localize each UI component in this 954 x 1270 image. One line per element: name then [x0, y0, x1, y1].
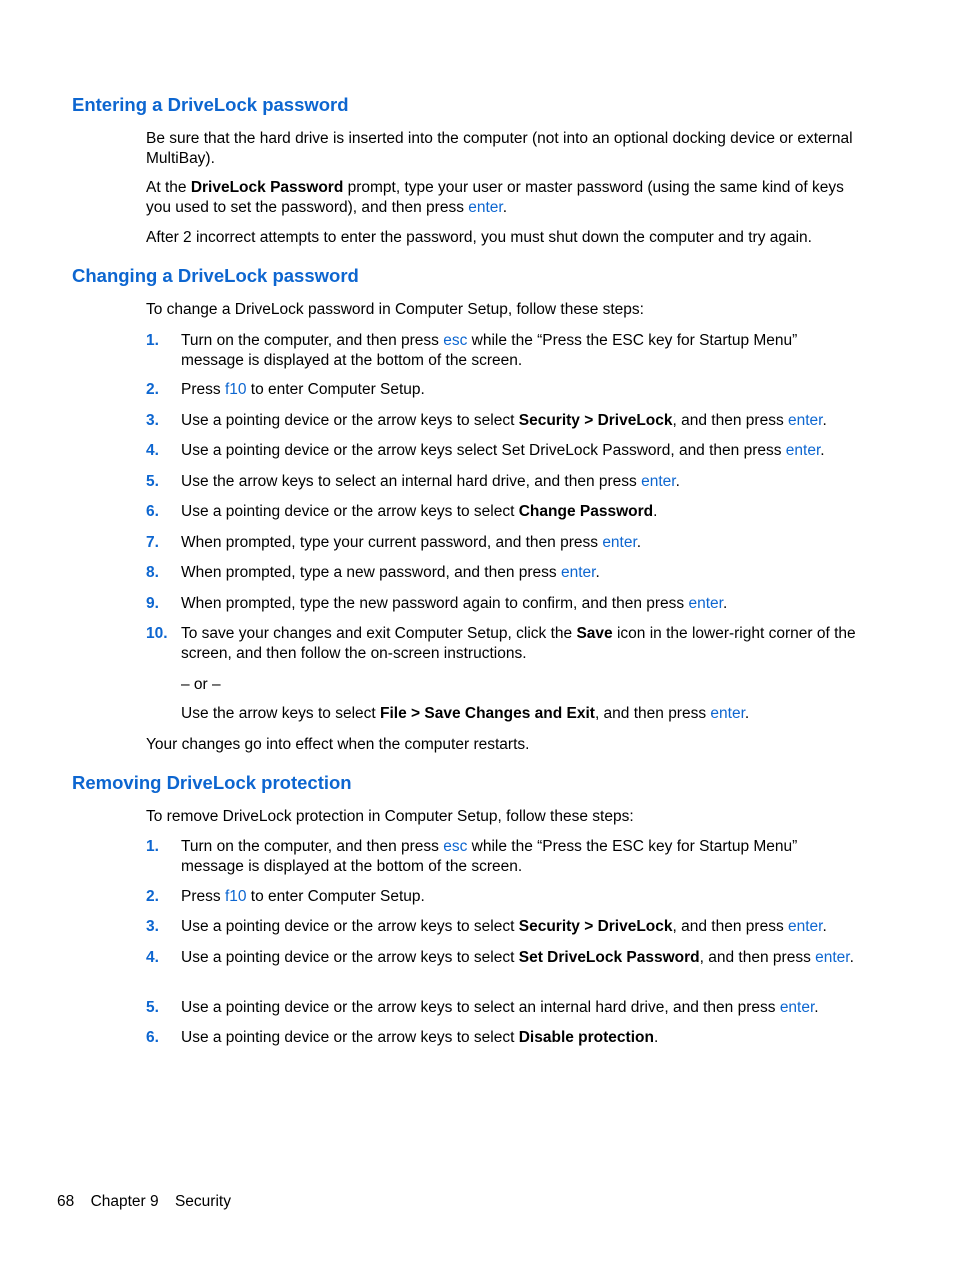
- text: to enter Computer Setup.: [246, 381, 425, 398]
- step-number: 6.: [146, 1029, 159, 1046]
- step-text: [181, 624, 856, 663]
- text: When prompted, type the new password again to confirm, and then press: [181, 595, 689, 612]
- text: Use a pointing device or the arrow keys to select: [181, 918, 519, 935]
- step-number: 2.: [146, 381, 159, 398]
- key-enter: enter: [641, 473, 676, 490]
- key-enter: enter: [779, 999, 815, 1016]
- paragraph-remove-intro: To remove DriveLock protection in Computer Setup, follow these steps:: [146, 808, 634, 825]
- step-text: [181, 1028, 856, 1048]
- paragraph-incorrect-attempts: After 2 incorrect attempts to enter the password, you must shut down the computer and try again.: [146, 229, 812, 246]
- paragraph-changes-effect: Your changes go into effect when the computer restarts.: [146, 736, 530, 753]
- step-number: 4.: [146, 442, 159, 459]
- bold-term: DriveLock Password: [190, 179, 344, 196]
- key-enter: enter: [560, 564, 596, 581]
- step-text: [181, 533, 856, 553]
- text: while the “Press the ESC key for Startup Menu” message is displayed at the bottom of the screen.: [181, 838, 798, 875]
- text: .: [820, 442, 825, 459]
- text: To save your changes and exit Computer Setup, click the: [181, 625, 577, 642]
- step-text: [181, 998, 856, 1018]
- text: .: [653, 503, 658, 520]
- step-text: [181, 502, 856, 522]
- text: , and then press: [672, 412, 788, 429]
- key-enter: enter: [785, 442, 821, 459]
- bold-term: Security > DriveLock: [518, 918, 673, 935]
- step-text: [181, 411, 856, 431]
- step-text: [181, 887, 856, 907]
- text: .: [636, 534, 642, 551]
- step-text: [181, 837, 856, 876]
- step-text: [181, 441, 856, 461]
- paragraph-change-intro: To change a DriveLock password in Computer Setup, follow these steps:: [146, 301, 644, 318]
- text: Press: [181, 888, 225, 905]
- key-enter: enter: [788, 412, 823, 429]
- section-label: Security: [174, 1193, 231, 1210]
- text: , and then press: [699, 949, 816, 966]
- step-text: [181, 563, 856, 583]
- key-enter: enter: [602, 534, 637, 551]
- paragraph-insert-drive: Be sure that the hard drive is inserted into the computer (not into an optional docking device or external MultiBay).: [146, 130, 853, 167]
- text: icon in the lower-right corner of the screen, and then follow the on-screen instructions.: [181, 625, 856, 662]
- text: Use a pointing device or the arrow keys to select: [181, 949, 519, 966]
- key-enter: enter: [788, 918, 823, 935]
- text: When prompted, type your current password, and then press: [181, 534, 603, 551]
- bold-term: Change Password: [518, 503, 654, 520]
- step-text: [181, 948, 856, 968]
- step-number: 3.: [146, 918, 159, 935]
- text: Use a pointing device or the arrow keys to select an internal hard drive, and then press: [181, 999, 780, 1016]
- text: while the “Press the ESC key for Startup Menu” message is displayed at the bottom of the screen.: [181, 332, 798, 369]
- text: Use a pointing device or the arrow keys select Set DriveLock Password, and then press: [181, 442, 786, 459]
- text: Turn on the computer, and then press: [181, 332, 444, 349]
- bold-term: Disable protection: [518, 1029, 654, 1046]
- text: Use the arrow keys to select an internal hard drive, and then press: [181, 473, 642, 490]
- key-f10: f10: [224, 888, 247, 905]
- bold-term: File > Save Changes and Exit: [380, 705, 595, 722]
- step-number: 4.: [146, 949, 159, 966]
- step-number: 5.: [146, 473, 159, 490]
- text: .: [822, 918, 827, 935]
- step-text: [181, 917, 856, 937]
- text: .: [744, 705, 750, 722]
- text: Press: [181, 381, 225, 398]
- step-number: 6.: [146, 503, 159, 520]
- step-number: 8.: [146, 564, 159, 581]
- text: .: [502, 198, 508, 216]
- step-number: 3.: [146, 412, 159, 429]
- key-enter: enter: [468, 198, 503, 216]
- key-f10: f10: [224, 381, 247, 398]
- step-number: 1.: [146, 838, 159, 855]
- text: .: [653, 1029, 659, 1046]
- or-separator: – or –: [181, 676, 221, 693]
- text: Use a pointing device or the arrow keys to select: [181, 412, 519, 429]
- key-enter: enter: [688, 595, 723, 612]
- step-number: 9.: [146, 595, 159, 612]
- text: to enter Computer Setup.: [246, 888, 425, 905]
- page-number: 68: [57, 1193, 75, 1210]
- text: .: [722, 595, 728, 612]
- step-text: [181, 472, 856, 492]
- bold-term: Set DriveLock Password: [518, 949, 700, 966]
- text: Turn on the computer, and then press: [181, 838, 444, 855]
- bold-term: Security > DriveLock: [518, 412, 673, 429]
- key-esc: esc: [443, 838, 468, 855]
- bold-term: Save: [576, 625, 613, 642]
- text: .: [675, 473, 680, 490]
- page-footer: [57, 1192, 243, 1212]
- step-number: 5.: [146, 999, 159, 1016]
- step-number: 1.: [146, 332, 159, 349]
- text: , and then press: [594, 705, 711, 722]
- text: Use a pointing device or the arrow keys to select: [181, 503, 519, 520]
- key-enter: enter: [710, 705, 745, 722]
- step-number: 7.: [146, 534, 159, 551]
- text: .: [849, 949, 854, 966]
- heading-entering-drivelock: Entering a DriveLock password: [72, 94, 349, 115]
- step-number: 10.: [146, 625, 168, 642]
- key-enter: enter: [815, 949, 850, 966]
- text: At the: [146, 179, 191, 196]
- text: Use the arrow keys to select: [181, 705, 380, 722]
- step-number: 2.: [146, 888, 159, 905]
- alternative-step: [181, 704, 856, 724]
- text: .: [595, 564, 600, 581]
- text: When prompted, type a new password, and then press: [181, 564, 561, 581]
- text: prompt, type your user or master password (using the same kind of keys you used to set the password), and then press: [146, 179, 844, 216]
- step-text: [181, 380, 856, 400]
- step-text: [181, 594, 856, 614]
- heading-removing-drivelock: Removing DriveLock protection: [72, 772, 352, 793]
- step-text: [181, 331, 856, 370]
- text: , and then press: [672, 918, 788, 935]
- chapter-label: Chapter 9: [90, 1193, 159, 1210]
- text: Use a pointing device or the arrow keys to select: [181, 1029, 519, 1046]
- text: .: [822, 412, 827, 429]
- text: .: [814, 999, 819, 1016]
- paragraph-drivelock-prompt: [146, 178, 856, 217]
- heading-changing-drivelock: Changing a DriveLock password: [72, 265, 359, 286]
- key-esc: esc: [443, 332, 468, 349]
